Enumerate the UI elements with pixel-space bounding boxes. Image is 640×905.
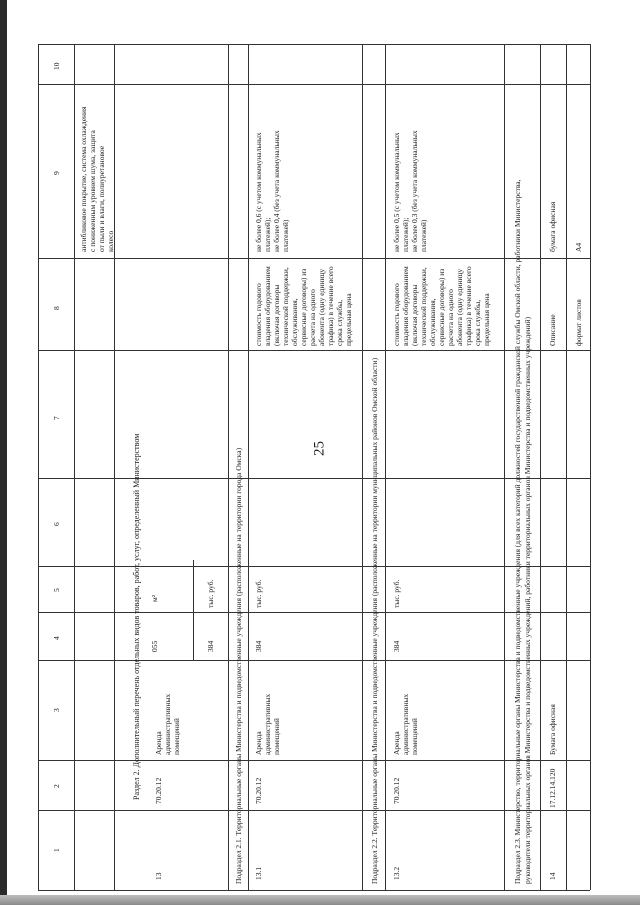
row-13-2-col9-l3: не более 0,3 (без учета коммунальных	[410, 130, 419, 252]
row-13-okei-2: 384	[206, 640, 215, 652]
row-13-2-col9-l4: платежей)	[419, 219, 428, 252]
row-13-2-unit: тыс. руб.	[392, 579, 401, 608]
row-13-1-col8-l11: предельная цена	[344, 293, 353, 346]
row-line-13-2	[504, 44, 505, 890]
row-14-name: Бумага офисная	[548, 704, 557, 755]
row-13-2-col8-l11: предельная цена	[482, 293, 491, 346]
row-13-1-col8-l1: стоимость годового	[254, 283, 263, 346]
row-13-1-name-2: административных	[263, 693, 272, 755]
row-13-2-col8-l4: технической поддержки,	[419, 267, 428, 346]
row-13-1-col9-l4: платежей)	[281, 219, 290, 252]
row-13-2-col8-l9: трафика) в течение всего	[464, 266, 473, 346]
row-13-name-3: помещений	[172, 718, 181, 755]
row-13-1-num: 13.1	[254, 866, 263, 880]
row-13-2-col9-l1: не более 0,5 (с учетом коммунальных	[392, 132, 401, 252]
header-col-5: 5	[52, 588, 61, 592]
header-col-7: 7	[52, 416, 61, 420]
row-13-1-col8-l3: (включая договоры	[272, 284, 281, 346]
header-col-4: 4	[52, 636, 61, 640]
row-13-1-col8-l8: абонента (одну единицу	[317, 268, 326, 346]
page-number: 25	[311, 441, 328, 456]
row-13-col9-line4: колесо	[106, 230, 115, 252]
col-line-10-9	[38, 84, 590, 85]
row-13-2-col8-l2: владения оборудованием	[401, 266, 410, 346]
header-col-3: 3	[52, 708, 61, 712]
row-13-col9-line3: от пыли и влаги, полиуретановое	[97, 145, 106, 252]
row-line-sub22	[385, 44, 386, 890]
row-14-value-1: бумага офисная	[548, 201, 557, 252]
col-line-7-6	[38, 478, 590, 479]
row-14-num: 14	[548, 872, 557, 880]
col-line-6-5	[38, 566, 590, 567]
table-border-bottom	[38, 890, 590, 891]
row-13-1-col8-l2: владения оборудованием	[263, 266, 272, 346]
row-13-1-col9-l2: платежей);	[263, 217, 272, 252]
row-13-1-name-3: помещений	[272, 718, 281, 755]
subsection-2-1: Подраздел 2.1. Территориальные органы Министерства и подведомственные учреждения (расположенные на территории города Омска)	[234, 447, 243, 884]
row-line-sub23	[540, 44, 541, 890]
row-13-1-col9-l1: не более 0,6 (с учетом коммунальных	[254, 132, 263, 252]
row-14-value-2: А4	[574, 242, 583, 252]
row-14-code: 17.12.14.120	[548, 768, 557, 808]
row-13-unit-2: тыс. руб.	[206, 579, 215, 608]
row-13-1-col8-l7: расчета на одного	[308, 289, 317, 346]
row-13-2-col8-l6: сервисные договоры) из	[437, 268, 446, 346]
row-13-1-unit: тыс. руб.	[254, 579, 263, 608]
row-13-code: 70.20.12	[154, 777, 163, 804]
row-13-unit-1: м²	[150, 595, 159, 602]
row-13-1-okei: 384	[254, 640, 263, 652]
row-13-2-col8-l8: абонента (одну единицу	[455, 268, 464, 346]
subsection-2-3-line1: Подраздел 2.3. Министерство, территориальные органы Министерства и подведомственные учреждения (для всех категорий должностей государственной гражданской службы Омской области, работники Министерства,	[513, 179, 522, 884]
row-14-char-2: формат листов	[574, 299, 583, 346]
row-13-1-col9-l3: не более 0,4 (без учета коммунальных	[272, 130, 281, 252]
row-line-header	[74, 44, 75, 890]
row-13-2-num: 13.2	[392, 866, 401, 880]
row-13-2-col8-l5: обслуживания,	[428, 298, 437, 346]
row-13-2-code: 70.20.12	[392, 777, 401, 804]
table-border-top	[38, 44, 590, 45]
row-line-13-1	[362, 44, 363, 890]
subsection-2-3-line2: руководители территориальных органов Министерства и подведомственных учреждений, работники территориальных органов Министерства и подведомственных учреждений)	[523, 316, 532, 884]
row-13-2-col8-l10: срока службы,	[473, 299, 482, 346]
row-13-2-okei: 384	[392, 640, 401, 652]
row-13-2-col9-l2: платежей);	[401, 217, 410, 252]
row-13-2-col8-l7: расчета на одного	[446, 289, 455, 346]
row-13-num: 13	[154, 872, 163, 880]
scan-edge-bottom	[0, 895, 640, 905]
row-13-1-code: 70.20.12	[254, 777, 263, 804]
row-line-14a	[566, 44, 567, 890]
col-line-2-1	[38, 810, 590, 811]
header-col-6: 6	[52, 522, 61, 526]
header-col-2: 2	[52, 784, 61, 788]
row-13-2-name-2: административных	[401, 693, 410, 755]
row-13-1-col8-l9: трафика) в течение всего	[326, 266, 335, 346]
col-line-4-3	[38, 660, 590, 661]
row-line-section2	[114, 44, 115, 890]
row-13-2-name-3: помещений	[410, 718, 419, 755]
col-line-9-8	[38, 258, 590, 259]
col-line-3-2	[38, 760, 590, 761]
row-13-name-1: Аренда	[154, 731, 163, 755]
header-col-9: 9	[52, 171, 61, 175]
row-line-sub21	[248, 44, 249, 890]
row-13-col9-line1: антибликовое покрытие, система охлаждения	[79, 106, 88, 252]
row-13-1-col8-l10: срока службы,	[335, 299, 344, 346]
col-line-5-4	[38, 612, 590, 613]
subsection-2-2: Подраздел 2.2. Территориальные органы Министерства и подведомственные учреждения (расположенные на территории муниципальных районов Омской области)	[370, 357, 379, 884]
row-14-char-1: Описание	[548, 314, 557, 346]
header-col-8: 8	[52, 306, 61, 310]
row-13-1-col8-l4: технической поддержки,	[281, 267, 290, 346]
row-13-1-col8-l6: сервисные договоры) из	[299, 268, 308, 346]
col-line-8-7	[38, 350, 590, 351]
row-13-2-col8-l3: (включая договоры	[410, 284, 419, 346]
row-13-1-col8-l5: обслуживания,	[290, 298, 299, 346]
row-13-name-2: административных	[163, 693, 172, 755]
row-13-okei-1: 055	[150, 640, 159, 652]
row-line-13	[228, 44, 229, 890]
header-col-10: 10	[52, 62, 61, 70]
row-13-2-col8-l1: стоимость годового	[392, 283, 401, 346]
row-13-col9-line2: с пониженным уровнем шума, защита	[88, 130, 97, 252]
header-col-1: 1	[52, 848, 61, 852]
table-border-right	[590, 44, 591, 890]
row-13-2-name-1: Аренда	[392, 731, 401, 755]
table-border-left	[38, 44, 39, 890]
row-line-13a	[193, 560, 194, 660]
scan-edge-left	[0, 0, 7, 905]
section2-title: Раздел 2. Дополнительный перечень отдельных видов товаров, работ, услуг, определенный Министерством	[132, 433, 141, 800]
row-13-1-name-1: Аренда	[254, 731, 263, 755]
